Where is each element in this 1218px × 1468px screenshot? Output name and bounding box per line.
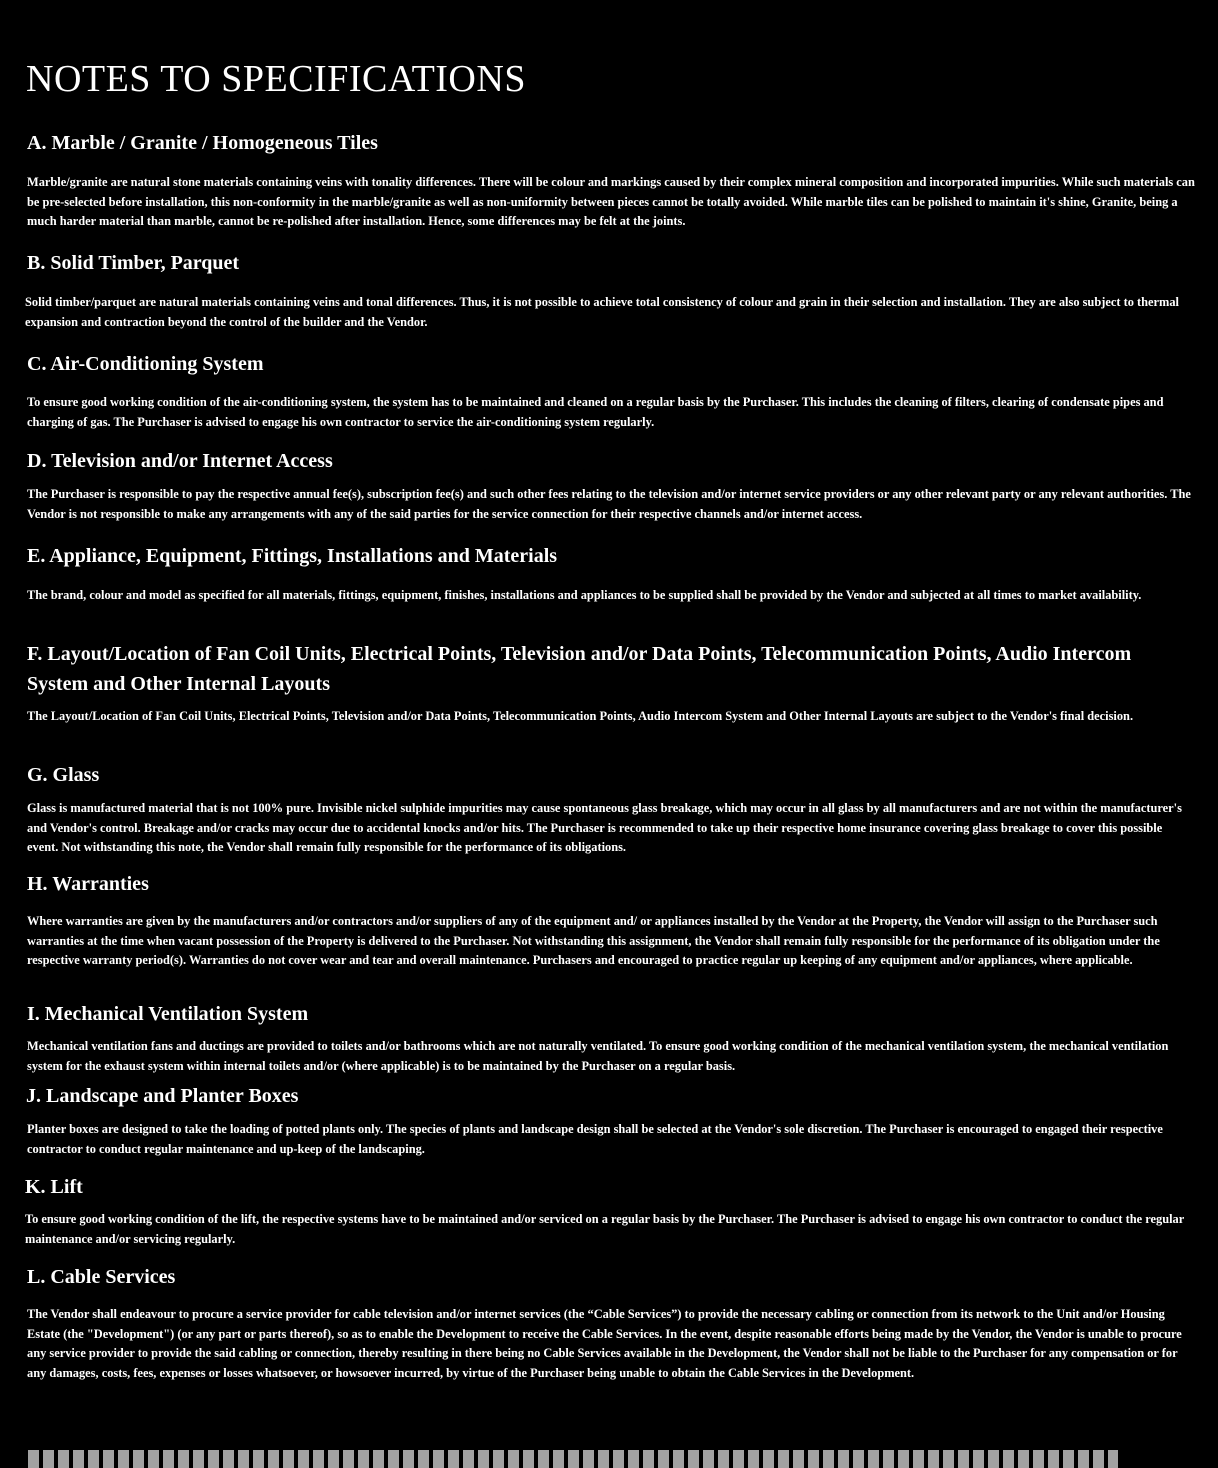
section-heading-a: A. Marble / Granite / Homogeneous Tiles [27, 132, 378, 154]
section-heading-k: K. Lift [25, 1176, 83, 1198]
section-body-c: To ensure good working condition of the air-conditioning system, the system has to be maintained and cleaned on a regular basis by the Purchaser. This includes the cleaning of filters, clearing of condensate pipes and charging of gas. The Purchaser is advised to engage his own contractor to service the air-conditioning system regularly. [27, 395, 1164, 429]
section-body-e: The brand, colour and model as specified for all materials, fittings, equipment, finishes, installations and appliances to be supplied shall be provided by the Vendor and subjected at all times to market availability. [27, 588, 1142, 602]
section-body-h: Where warranties are given by the manufacturers and/or contractors and/or suppliers of any of the equipment and/ or appliances installed by the Vendor at the Property, the Vendor will assign to the Purchaser such warranties at the time when vacant possession of the Property is delivered to the Purchaser. Not withstanding this assignment, the Vendor shall remain fully responsible for the performance of its obligation under the respective warranty period(s). Warranties do not cover wear and tear and overall maintenance. Purchasers and encouraged to practice regular up keeping of any equipment and/or appliances, where applicable. [27, 914, 1160, 968]
section-body-g: Glass is manufactured material that is not 100% pure. Invisible nickel sulphide impurities may cause spontaneous glass breakage, which may occur in all glass by all manufacturers and are not within the manufacturer's and Vendor's control. Breakage and/or cracks may occur due to accidental knocks and/or hits. The Purchaser is recommended to take up their respective home insurance covering glass breakage to cover this possible event. Not withstanding this note, the Vendor shall remain fully responsible for the performance of its obligations. [27, 801, 1182, 855]
section-heading-b: B. Solid Timber, Parquet [27, 252, 240, 274]
section-body-l: The Vendor shall endeavour to procure a service provider for cable television and/or internet services (the “Cable Services”) to provide the necessary cabling or connection from its network to the Unit and/or Housing Estate (the "Development") (or any part or parts thereof), so as to enable the Development to receive the Cable Services. In the event, despite reasonable efforts being made by the Vendor, the Vendor is unable to procure any service provider to provide the said cabling or connection, thereby resulting in there being no Cable Services available in the Development, the Vendor shall not be liable to the Purchaser for any compensation or for any damages, costs, fees, expenses or losses whatsoever, or howsoever incurred, by virtue of the Purchaser being unable to obtain the Cable Services in the Development. [27, 1307, 1182, 1380]
section-body-b: Solid timber/parquet are natural materials containing veins and tonal differences. Thus, it is not possible to achieve total consistency of colour and grain in their selection and installation. They are also subject to thermal expansion and contraction beyond the control of the builder and the Vendor. [25, 295, 1179, 329]
section-heading-f: F. Layout/Location of Fan Coil Units, Electrical Points, Television and/or Data Points, Telecommunication Points, Audio Intercom System and Other Internal Layouts [27, 643, 1132, 695]
section-body-j: Planter boxes are designed to take the loading of potted plants only. The species of plants and landscape design shall be selected at the Vendor's sole discretion. The Purchaser is encouraged to engaged their respective contractor to conduct regular maintenance and up-keep of the landscaping. [27, 1122, 1163, 1156]
section-heading-h: H. Warranties [27, 873, 149, 895]
section-heading-g: G. Glass [27, 764, 100, 786]
section-body-i: Mechanical ventilation fans and ductings are provided to toilets and/or bathrooms which are not naturally ventilated. To ensure good working condition of the mechanical ventilation system, the mechanical ventilation system for the exhaust system within internal toilets and/or (where applicable) is to be maintained by the Purchaser on a regular basis. [27, 1039, 1169, 1073]
section-heading-j: J. Landscape and Planter Boxes [26, 1085, 299, 1107]
section-body-a: Marble/granite are natural stone materials containing veins with tonality differences. There will be colour and markings caused by their complex mineral composition and incorporated impurities. While such materials can be pre-selected before installation, this non-conformity in the marble/granite as well as non-uniformity between pieces cannot be totally avoided. While marble tiles can be polished to maintain it's shine, Granite, being a much harder material than marble, cannot be re-polished after installation. Hence, some differences may be felt at the joints. [27, 175, 1195, 229]
section-body-k: To ensure good working condition of the lift, the respective systems have to be maintained and/or serviced on a regular basis by the Purchaser. The Purchaser is advised to engage his own contractor to conduct the regular maintenance and/or servicing regularly. [25, 1212, 1184, 1246]
section-heading-i: I. Mechanical Ventilation System [27, 1003, 309, 1025]
section-body-d: The Purchaser is responsible to pay the respective annual fee(s), subscription fee(s) and such other fees relating to the television and/or internet service providers or any other relevant party or any relevant authorities. The Vendor is not responsible to make any arrangements with any of the said parties for the service connection for their respective channels and/or internet access. [27, 487, 1191, 521]
section-heading-l: L. Cable Services [27, 1266, 176, 1288]
section-heading-c: C. Air-Conditioning System [27, 353, 264, 375]
section-heading-d: D. Television and/or Internet Access [27, 450, 333, 472]
section-body-f: The Layout/Location of Fan Coil Units, Electrical Points, Television and/or Data Points, Telecommunication Points, Audio Intercom System and Other Internal Layouts are subject to the Vendor's final decision. [27, 709, 1134, 723]
page-title: NOTES TO SPECIFICATIONS [26, 58, 526, 100]
cut-off-text-line [28, 1450, 1118, 1468]
section-heading-e: E. Appliance, Equipment, Fittings, Installations and Materials [27, 545, 558, 567]
